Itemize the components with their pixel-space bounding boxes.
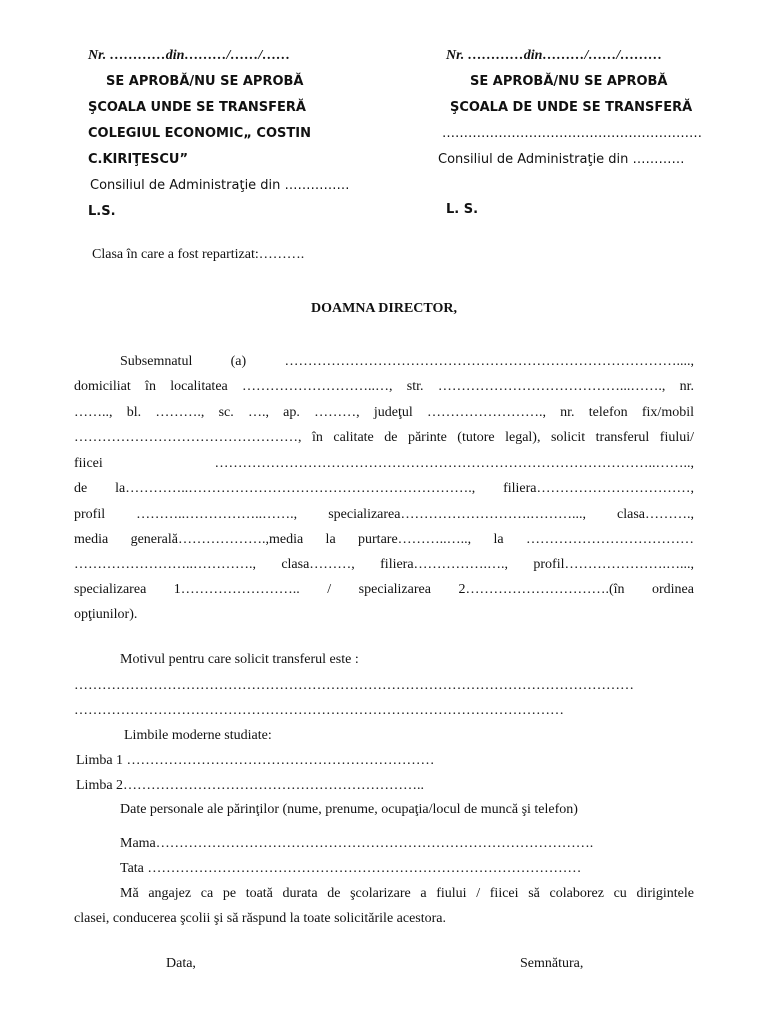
- tata-line: Tata …………………………………………………………………………………: [120, 861, 582, 876]
- left-ls-label: L.S.: [88, 204, 116, 219]
- language-2-line: Limba 2………………………………………………………..: [76, 778, 425, 793]
- body-line: profil ………..……………..……., specializarea……………………….………..., clasa……….,: [74, 507, 694, 522]
- right-ls-label: L. S.: [446, 202, 479, 217]
- left-school-name-2: C.KIRIŢESCU”: [88, 152, 188, 167]
- language-1-line: Limba 1 …………………………………………………………: [76, 753, 435, 768]
- motive-line: ……………………………………………………………………………………………: [74, 703, 564, 718]
- languages-label: Limbile moderne studiate:: [124, 728, 272, 743]
- left-approve-label: SE APROBĂ/NU SE APROBĂ: [106, 74, 304, 89]
- body-line: domiciliat în localitatea ………………………..…, str. …………………………………...……., nr.: [74, 379, 694, 394]
- signature-label: Semnătura,: [520, 956, 584, 971]
- right-school-label: ŞCOALA DE UNDE SE TRANSFERĂ: [450, 100, 693, 115]
- left-nr-line: Nr. …………din………/……/……: [88, 48, 291, 63]
- mama-line: Mama………………………………………………………………………………….: [120, 836, 594, 851]
- body-line: media generală……………….,media la purtare………..….., la ………………………………: [74, 532, 694, 547]
- body-line: …………………………………………, în calitate de părinte (tutore legal), solicit transferul fiului/: [74, 430, 694, 445]
- body-line-last: opţiunilor).: [74, 607, 138, 622]
- left-council-line: Consiliul de Administraţie din ……………: [90, 178, 350, 193]
- right-nr-line: Nr. …………din………/……/………: [446, 48, 663, 63]
- body-line: fiicei …………………………………………………………………………………..……..,: [74, 456, 694, 471]
- left-school-name-1: COLEGIUL ECONOMIC„ COSTIN: [88, 126, 311, 141]
- body-line: specializarea 1…………………….. / specializarea 2………………………….(în ordinea: [74, 582, 694, 597]
- commitment-line: clasei, conducerea şcolii şi să răspund la toate solicitările acestora.: [74, 911, 447, 926]
- body-line: Subsemnatul (a) …………………………………………………………………………....,: [120, 354, 694, 369]
- right-approve-label: SE APROBĂ/NU SE APROBĂ: [470, 74, 668, 89]
- parents-label: Date personale ale părinţilor (nume, prenume, ocupaţia/locul de muncă şi telefon): [120, 802, 578, 817]
- page-title: DOAMNA DIRECTOR,: [311, 301, 457, 316]
- motive-line: …………………………………………………………………………………………………………: [74, 678, 634, 693]
- commitment-line: Mă angajez ca pe toată durata de şcolarizare a fiului / fiicei să colaborez cu dirigintele: [120, 886, 694, 901]
- body-line: …….., bl. ………., sc. …., ap. ………, judeţul ……………………., nr. telefon fix/mobil: [74, 405, 694, 420]
- left-school-label: ŞCOALA UNDE SE TRANSFERĂ: [88, 100, 306, 115]
- motive-label: Motivul pentru care solicit transferul este :: [120, 652, 359, 667]
- date-label: Data,: [166, 956, 196, 971]
- right-council-line: Consiliul de Administraţie din …………: [438, 152, 685, 167]
- body-line: de la…………..……………………………………………………., filiera……………………………,: [74, 481, 694, 496]
- body-line: ……………………..…………., clasa………, filiera…………….…., profil………………….…...,: [74, 557, 694, 572]
- right-school-blank: ……………………………………………………: [442, 126, 702, 141]
- class-assigned-line: Clasa în care a fost repartizat:……….: [92, 247, 305, 262]
